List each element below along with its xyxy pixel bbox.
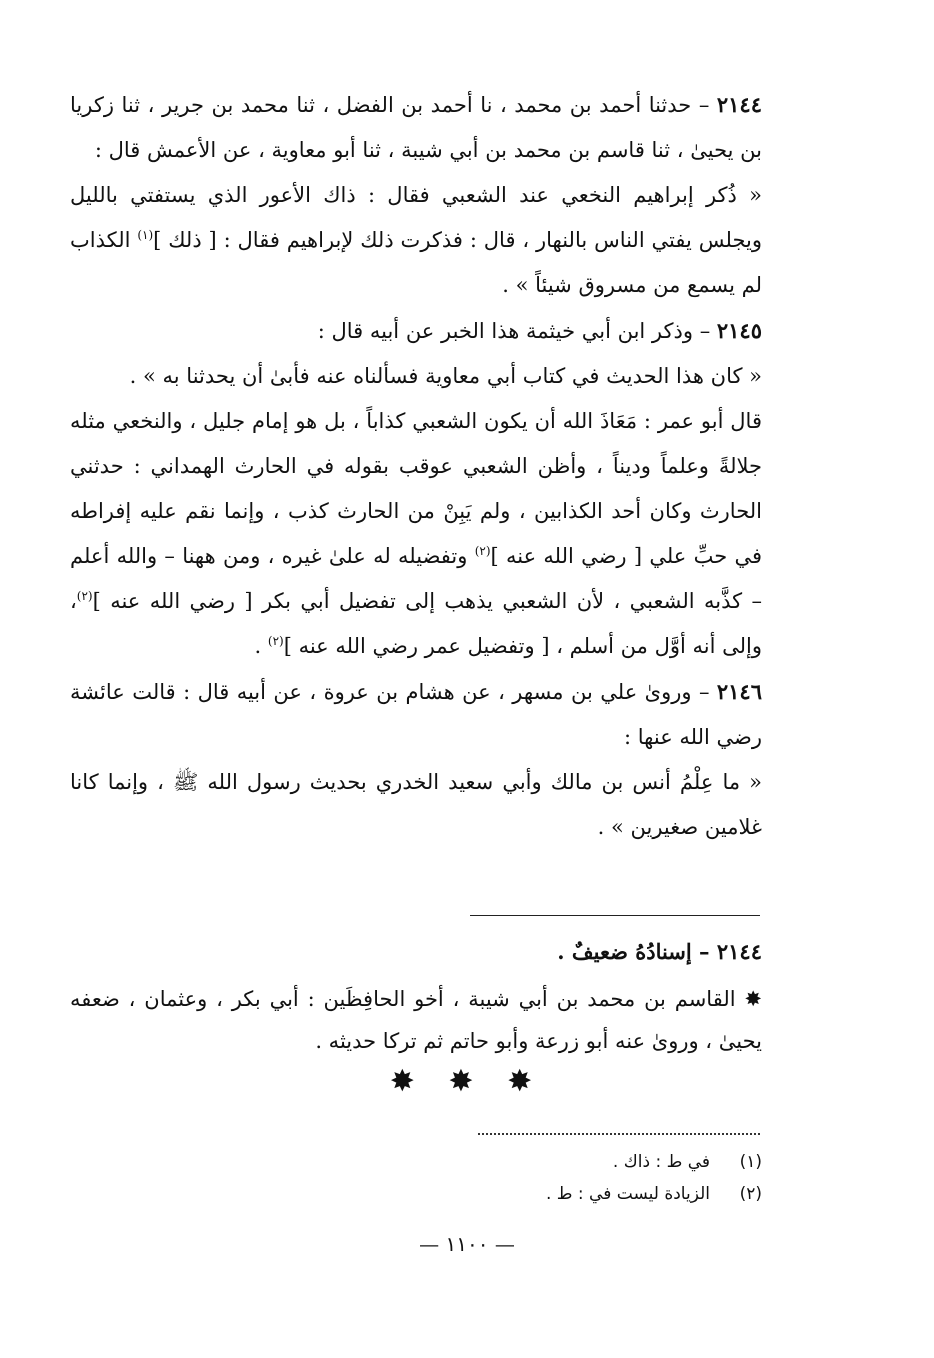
footnote-number: (٢) [739,1184,762,1204]
footnote-ref: (٢) [76,589,93,603]
hadith-number: ٢١٤٥ [716,318,762,343]
main-text [70,82,762,850]
quote-paragraph [70,760,762,850]
footnote-item [70,1146,762,1178]
page-number: — ١١٠٠ — [419,1232,515,1256]
footnotes [70,1146,762,1210]
takhrij-heading [70,932,762,972]
hadith-number: ٢١٤٤ [716,92,762,117]
commentary-text: قال أبو عمر : مَعَاذَ الله أن يكون الشعبي كذاباً ، بل هو إمام جليل ، والنخعي مثله جلالةً وعلماً وديناً ، وأظن الشعبي عوقب بقوله في الحارث الهمداني : حدثني الحارث وكان أحد الكذابين ، ولم يَبِنْ من الحارث كذب ، وإنما نقم عليه إفراطه في حبِّ علي [ رضي الله عنه ] [70,409,762,568]
commentary-text: وتفضيله له علىٰ غيره ، ومن ههنا – والله أعلم – كذَّبه الشعبي ، لأن الشعبي يذهب إلى تفضيل أبي بكر [ رضي الله عنه ] [70,544,762,613]
takhrij-title: – إسنادُهُ ضعيفٌ . [557,939,717,964]
paragraph-2146 [70,669,762,760]
paragraph-2144 [70,82,762,173]
quote-text: « ذُكر إبراهيم النخعي عند الشعبي فقال : ذاك الأعور الذي يستفتي بالليل ويجلس يفتي الناس بالنهار ، قال : فذكرت ذلك لإبراهيم فقال : [ ذلك ] [70,183,762,252]
quote-text: « كان هذا الحديث في كتاب أبي معاوية فسألناه عنه فأبىٰ أن يحدثنا به » . [129,364,762,388]
quote-paragraph [70,173,762,308]
takhrij-text: القاسم بن محمد بن أبي شيبة ، أخو الحافِظَين : أبي بكر ، وعثمان ، ضعفه يحيىٰ ، وروىٰ عنه أبو زرعة وأبو حاتم ثم تركا حديثه . [70,987,762,1053]
paragraph-text: – وروىٰ علي بن مسهر ، عن هشام بن عروة ، عن أبيه قال : قالت عائشة رضي الله عنها : [70,680,762,749]
star-marker-icon: ✸ [744,987,762,1011]
paragraph-2145 [70,308,762,354]
quote-paragraph [70,354,762,399]
footnote-text: في ط : ذاك . [612,1152,710,1172]
takhrij-number: ٢١٤٤ [716,939,762,964]
paragraph-text: – حدثنا أحمد بن محمد ، نا أحمد بن الفضل ، ثنا محمد بن جرير ، ثنا زكريا بن يحيىٰ ، ثنا قاسم بن محمد بن أبي شيبة ، ثنا أبو معاوية ، عن الأعمش قال : [70,93,762,162]
paragraph-text: – وذكر ابن أبي خيثمة هذا الخبر عن أبيه قال : [317,319,717,343]
quote-text: « ما عِلْمُ أنس بن مالك وأبي سعيد الخدري بحديث رسول الله ﷺ ، وإنما كانا غلامين صغيرين » . [70,770,762,839]
footnote-divider [478,1133,760,1135]
footnote-text: الزيادة ليست في : ط . [545,1184,710,1204]
commentary-text: ، وإلى أنه أوَّل من أسلم ، [ وتفضيل عمر رضي الله عنه ] [70,589,762,658]
quote-text: الكذاب لم يسمع من مسروق شيئاً » . [70,228,762,297]
separator-stars-icon: ✸ ✸ ✸ [389,1064,545,1099]
commentary-paragraph [70,399,762,669]
commentary-text: . [254,634,268,658]
footnote-ref: (٢) [267,634,284,648]
footnote-number: (١) [739,1152,762,1172]
hadith-number: ٢١٤٦ [716,679,762,704]
section-divider [470,915,760,916]
takhrij-body [70,978,762,1062]
footnote-ref: (١) [137,228,154,242]
footnote-item [70,1178,762,1210]
footnote-ref: (٢) [474,544,491,558]
